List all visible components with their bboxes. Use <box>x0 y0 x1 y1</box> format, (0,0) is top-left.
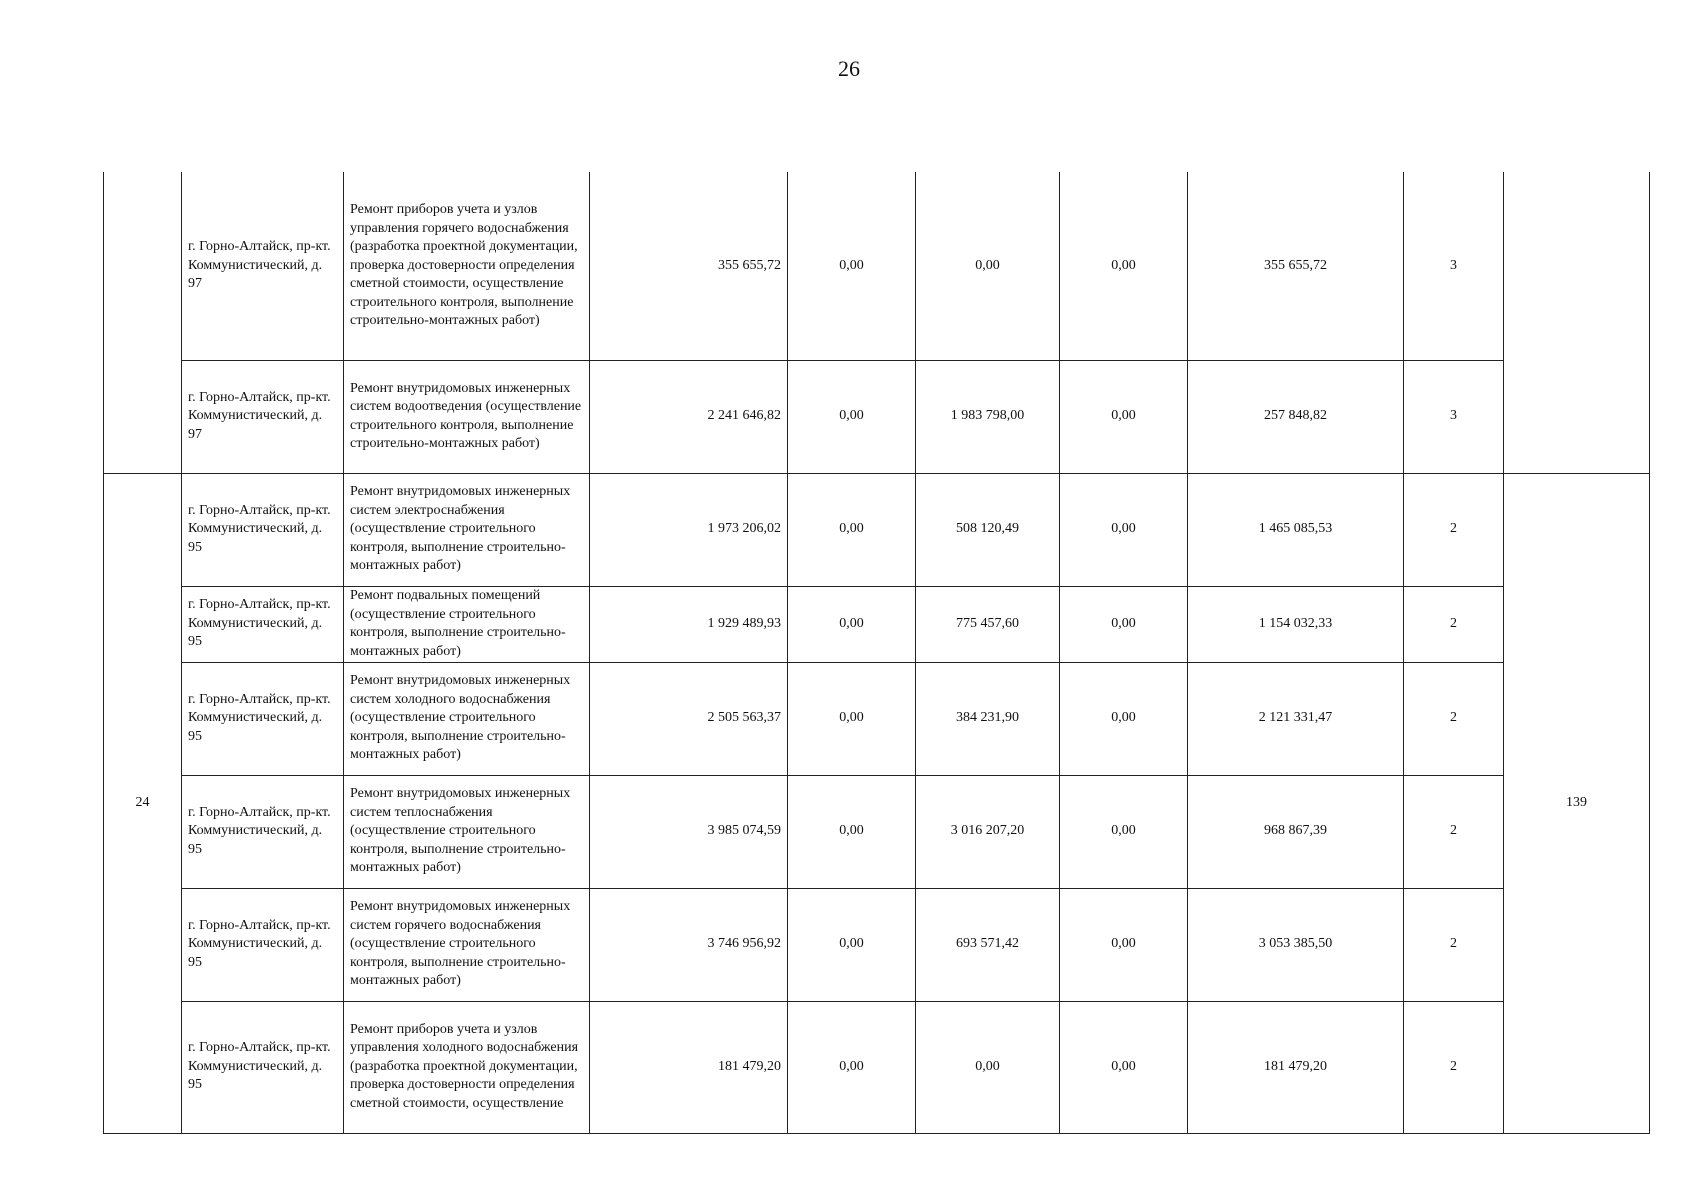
group-index-cell: 24 <box>104 473 182 1133</box>
year-cell: 3 <box>1404 172 1504 360</box>
address-cell: г. Горно-Алтайск, пр-кт. Коммунистический, д. 97 <box>182 360 344 473</box>
cost-col1-cell: 0,00 <box>788 586 916 662</box>
total-cost-cell: 355 655,72 <box>590 172 788 360</box>
cost-col4-cell: 3 053 385,50 <box>1188 888 1404 1001</box>
work-description-cell: Ремонт внутридомовых инженерных систем водоотведения (осуществление строительного контроля, выполнение строительно-монтажных работ) <box>344 360 590 473</box>
table-row <box>104 888 1650 1001</box>
cost-col1-cell: 0,00 <box>788 360 916 473</box>
cost-col2-cell: 1 983 798,00 <box>916 360 1060 473</box>
cost-col3-cell: 0,00 <box>1060 888 1188 1001</box>
year-cell: 2 <box>1404 775 1504 888</box>
cost-col2-cell: 384 231,90 <box>916 662 1060 775</box>
cost-col1-cell: 0,00 <box>788 473 916 586</box>
page-number: 26 <box>838 56 860 81</box>
cost-col2-cell: 3 016 207,20 <box>916 775 1060 888</box>
total-cost-cell: 3 746 956,92 <box>590 888 788 1001</box>
table-row <box>104 473 1650 586</box>
cost-col1-cell: 0,00 <box>788 1001 916 1133</box>
work-description-cell: Ремонт приборов учета и узлов управления холодного водоснабжения (разработка проектной документации, проверка достоверности определения сметной стоимости, осуществление <box>344 1001 590 1133</box>
address-cell: г. Горно-Алтайск, пр-кт. Коммунистический, д. 95 <box>182 888 344 1001</box>
address-cell: г. Горно-Алтайск, пр-кт. Коммунистический, д. 95 <box>182 775 344 888</box>
cost-col4-cell: 968 867,39 <box>1188 775 1404 888</box>
year-cell: 2 <box>1404 888 1504 1001</box>
table-row <box>104 775 1650 888</box>
table-row <box>104 586 1650 662</box>
cost-col4-cell: 1 465 085,53 <box>1188 473 1404 586</box>
cost-col1-cell: 0,00 <box>788 172 916 360</box>
cost-col3-cell: 0,00 <box>1060 360 1188 473</box>
year-cell: 2 <box>1404 473 1504 586</box>
total-cost-cell: 2 505 563,37 <box>590 662 788 775</box>
address-cell: г. Горно-Алтайск, пр-кт. Коммунистический, д. 95 <box>182 473 344 586</box>
cost-col4-cell: 181 479,20 <box>1188 1001 1404 1133</box>
address-cell: г. Горно-Алтайск, пр-кт. Коммунистический, д. 95 <box>182 1001 344 1133</box>
year-cell: 2 <box>1404 586 1504 662</box>
work-description-cell: Ремонт подвальных помещений (осуществление строительного контроля, выполнение строительно-монтажных работ) <box>344 586 590 662</box>
cost-col2-cell: 775 457,60 <box>916 586 1060 662</box>
total-cost-cell: 2 241 646,82 <box>590 360 788 473</box>
table-row <box>104 360 1650 473</box>
count-cell-prev <box>1504 172 1650 473</box>
cost-col2-cell: 508 120,49 <box>916 473 1060 586</box>
cost-col2-cell: 0,00 <box>916 1001 1060 1133</box>
table-row <box>104 172 1650 360</box>
year-cell: 2 <box>1404 662 1504 775</box>
cost-col4-cell: 257 848,82 <box>1188 360 1404 473</box>
total-cost-cell: 1 973 206,02 <box>590 473 788 586</box>
total-cost-cell: 181 479,20 <box>590 1001 788 1133</box>
year-cell: 3 <box>1404 360 1504 473</box>
address-cell: г. Горно-Алтайск, пр-кт. Коммунистический, д. 97 <box>182 172 344 360</box>
cost-col3-cell: 0,00 <box>1060 586 1188 662</box>
work-description-cell: Ремонт внутридомовых инженерных систем электроснабжения (осуществление строительного контроля, выполнение строительно-монтажных работ) <box>344 473 590 586</box>
cost-col3-cell: 0,00 <box>1060 473 1188 586</box>
cost-col4-cell: 2 121 331,47 <box>1188 662 1404 775</box>
cost-col3-cell: 0,00 <box>1060 1001 1188 1133</box>
group-count-cell: 139 <box>1504 473 1650 1133</box>
work-description-cell: Ремонт внутридомовых инженерных систем холодного водоснабжения (осуществление строительного контроля, выполнение строительно-монтажных работ) <box>344 662 590 775</box>
cost-col3-cell: 0,00 <box>1060 775 1188 888</box>
work-description-cell: Ремонт приборов учета и узлов управления горячего водоснабжения (разработка проектной документации, проверка достоверности определения сметной стоимости, осуществление строительного контроля, выполнение строительно-монтажных работ) <box>344 172 590 360</box>
cost-col1-cell: 0,00 <box>788 888 916 1001</box>
cost-col3-cell: 0,00 <box>1060 172 1188 360</box>
work-description-cell: Ремонт внутридомовых инженерных систем горячего водоснабжения (осуществление строительного контроля, выполнение строительно-монтажных работ) <box>344 888 590 1001</box>
address-cell: г. Горно-Алтайск, пр-кт. Коммунистический, д. 95 <box>182 662 344 775</box>
address-cell: г. Горно-Алтайск, пр-кт. Коммунистический, д. 95 <box>182 586 344 662</box>
table-row <box>104 1001 1650 1133</box>
capital-repair-table <box>103 172 1650 1134</box>
cost-col1-cell: 0,00 <box>788 662 916 775</box>
work-description-cell: Ремонт внутридомовых инженерных систем теплоснабжения (осуществление строительного контроля, выполнение строительно-монтажных работ) <box>344 775 590 888</box>
cost-col1-cell: 0,00 <box>788 775 916 888</box>
cost-col3-cell: 0,00 <box>1060 662 1188 775</box>
year-cell: 2 <box>1404 1001 1504 1133</box>
cost-col2-cell: 693 571,42 <box>916 888 1060 1001</box>
index-cell-prev <box>104 172 182 473</box>
cost-col2-cell: 0,00 <box>916 172 1060 360</box>
table-row <box>104 662 1650 775</box>
cost-col4-cell: 1 154 032,33 <box>1188 586 1404 662</box>
total-cost-cell: 3 985 074,59 <box>590 775 788 888</box>
total-cost-cell: 1 929 489,93 <box>590 586 788 662</box>
cost-col4-cell: 355 655,72 <box>1188 172 1404 360</box>
